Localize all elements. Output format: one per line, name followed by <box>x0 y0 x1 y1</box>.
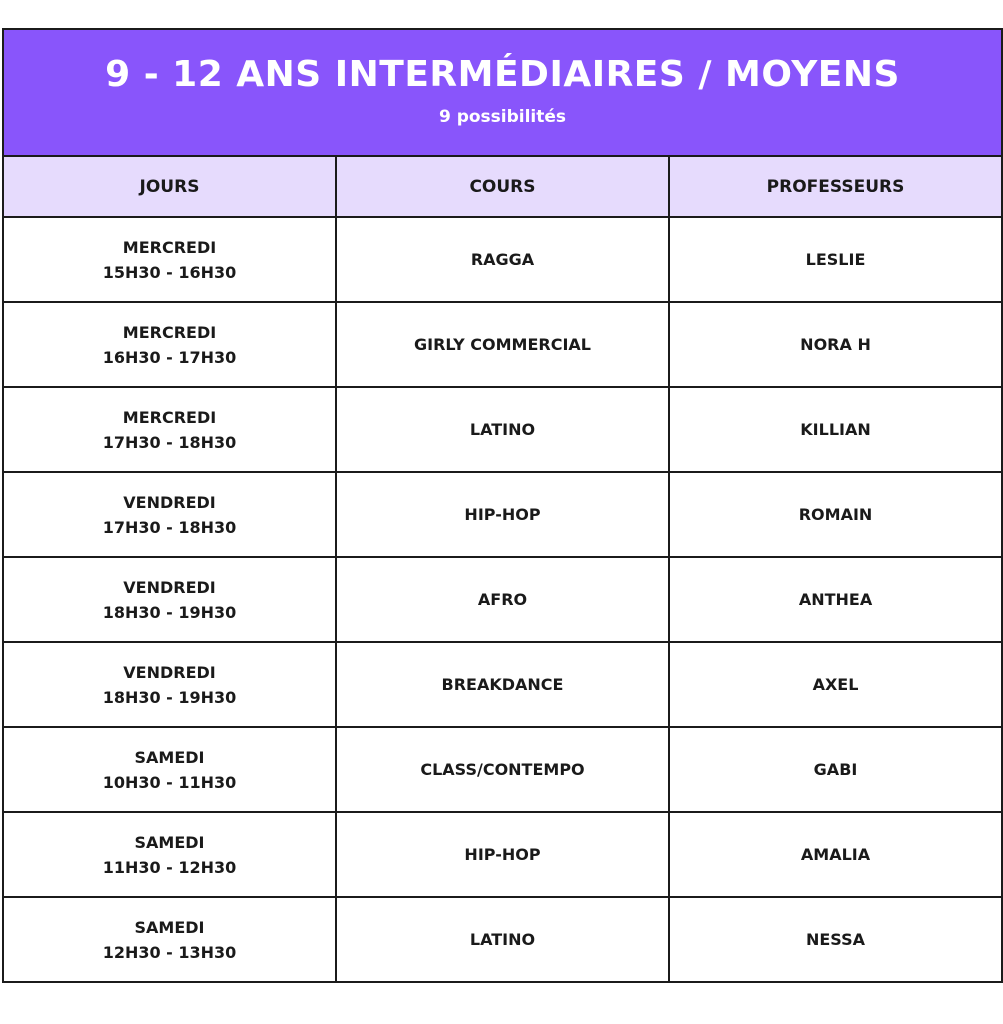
day-label: SAMEDI <box>134 917 205 937</box>
day-cell <box>3 812 336 897</box>
day-cell <box>3 472 336 557</box>
teacher-cell: GABI <box>669 727 1002 812</box>
course-cell: HIP-HOP <box>336 472 669 557</box>
course-cell: AFRO <box>336 557 669 642</box>
table-row <box>3 472 1002 557</box>
time-label: 17H30 - 18H30 <box>102 517 237 537</box>
course-cell: RAGGA <box>336 217 669 302</box>
teacher-cell: ROMAIN <box>669 472 1002 557</box>
time-label: 10H30 - 11H30 <box>102 772 237 792</box>
teacher-cell: KILLIAN <box>669 387 1002 472</box>
day-cell <box>3 727 336 812</box>
table-row <box>3 217 1002 302</box>
course-cell: LATINO <box>336 897 669 982</box>
column-header-row <box>3 156 1002 217</box>
column-header-jours: JOURS <box>3 156 336 217</box>
day-label: MERCREDI <box>122 407 217 427</box>
table-row <box>3 557 1002 642</box>
teacher-cell: AMALIA <box>669 812 1002 897</box>
column-header-cours: COURS <box>336 156 669 217</box>
teacher-cell: ANTHEA <box>669 557 1002 642</box>
day-cell <box>3 557 336 642</box>
page-title: 9 - 12 ANS INTERMÉDIAIRES / MOYENS <box>105 53 900 95</box>
day-label: VENDREDI <box>123 577 216 597</box>
teacher-cell: AXEL <box>669 642 1002 727</box>
course-cell: BREAKDANCE <box>336 642 669 727</box>
schedule-table <box>2 28 1003 983</box>
page-subtitle: 9 possibilités <box>438 106 567 127</box>
time-label: 12H30 - 13H30 <box>102 942 237 962</box>
table-row <box>3 302 1002 387</box>
teacher-cell: NESSA <box>669 897 1002 982</box>
day-label: VENDREDI <box>123 492 216 512</box>
course-cell: GIRLY COMMERCIAL <box>336 302 669 387</box>
day-label: SAMEDI <box>134 832 205 852</box>
day-cell <box>3 642 336 727</box>
time-label: 18H30 - 19H30 <box>102 687 237 707</box>
course-cell: LATINO <box>336 387 669 472</box>
table-row <box>3 642 1002 727</box>
table-row <box>3 727 1002 812</box>
day-label: MERCREDI <box>122 237 217 257</box>
table-row <box>3 812 1002 897</box>
course-cell: CLASS/CONTEMPO <box>336 727 669 812</box>
teacher-cell: LESLIE <box>669 217 1002 302</box>
table-row <box>3 387 1002 472</box>
day-cell <box>3 897 336 982</box>
teacher-cell: NORA H <box>669 302 1002 387</box>
time-label: 18H30 - 19H30 <box>102 602 237 622</box>
day-label: SAMEDI <box>134 747 205 767</box>
day-cell <box>3 302 336 387</box>
title-banner <box>3 29 1002 156</box>
course-cell: HIP-HOP <box>336 812 669 897</box>
day-cell <box>3 217 336 302</box>
day-cell <box>3 387 336 472</box>
day-label: MERCREDI <box>122 322 217 342</box>
time-label: 16H30 - 17H30 <box>102 347 237 367</box>
column-header-professeurs: PROFESSEURS <box>669 156 1002 217</box>
table-row <box>3 897 1002 982</box>
day-label: VENDREDI <box>123 662 216 682</box>
time-label: 11H30 - 12H30 <box>102 857 237 877</box>
time-label: 17H30 - 18H30 <box>102 432 237 452</box>
time-label: 15H30 - 16H30 <box>102 262 237 282</box>
